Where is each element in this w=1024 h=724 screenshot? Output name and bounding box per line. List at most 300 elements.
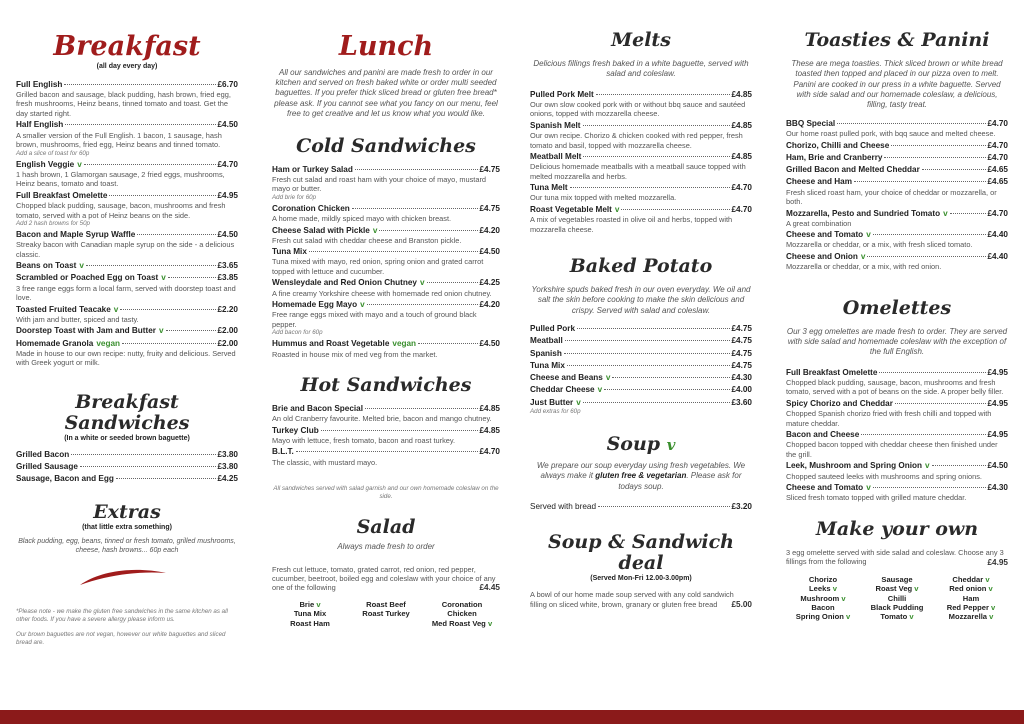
menu-item (16, 305, 238, 315)
menu-item-name (16, 230, 135, 240)
menu-item-name-text: Homemade Egg Mayo (272, 300, 358, 310)
option-cell: Coronation (441, 599, 483, 609)
menu-item (530, 205, 752, 215)
menu-item-description: Mozzarella or cheddar, or a mix, with fresh sliced tomato. (786, 240, 973, 250)
menu-item-price: £4.50 (479, 339, 500, 349)
menu-item (272, 165, 500, 175)
menu-item-name-text: Sausage, Bacon and Egg (16, 474, 114, 484)
soup-title (530, 434, 752, 455)
menu-item-name-text: Cheese Salad with Pickle (272, 225, 370, 235)
option-cell: Leeks v (809, 584, 837, 594)
menu-item-name (786, 368, 877, 378)
vegetarian-mark: v (360, 300, 365, 310)
option-cell: Roast Beef (366, 599, 406, 609)
menu-item-name (272, 226, 377, 236)
dot-leader (612, 377, 729, 378)
dot-leader (418, 343, 477, 344)
menu-item-description: Delicious homemade meatballs with a meatball sauce topped with melted mozzarella and herbs. (530, 162, 746, 181)
dot-leader (120, 309, 215, 310)
menu-item-name (272, 204, 350, 214)
menu-item-price: £4.50 (987, 461, 1008, 471)
dot-leader (583, 156, 729, 157)
potato-extras-note: Add extras for 60p (530, 407, 581, 415)
menu-item-price: £2.00 (217, 326, 238, 336)
menu-item-name-text: Leek, Mushroom and Spring Onion (786, 461, 923, 471)
dot-leader (583, 125, 730, 126)
baked-potato-title: Baked Potato (569, 255, 713, 278)
menu-item-description: 3 free range eggs form a local farm, served with doorstep toast and love. (16, 283, 236, 303)
menu-item-price: £4.50 (217, 120, 238, 130)
menu-item-description: A fine creamy Yorkshire cheese with homemade red onion chutney. (272, 288, 492, 298)
menu-item (272, 247, 500, 257)
menu-item (530, 361, 752, 371)
dot-leader (65, 124, 215, 125)
dot-leader (583, 402, 730, 403)
menu-item-name (786, 141, 889, 151)
menu-item-name (530, 183, 568, 193)
menu-item (16, 339, 238, 349)
option-cell: Tuna Mix (293, 609, 327, 619)
option-cell: Roast Ham (290, 618, 330, 628)
menu-item (786, 368, 1008, 378)
extras-subtitle: (that little extra something) (82, 524, 172, 532)
menu-item-name (530, 90, 594, 100)
menu-item-name-text: Pulled Pork (530, 324, 576, 334)
menu-item-price: £4.95 (217, 190, 238, 200)
menu-item-description: Sliced fresh tomato topped with grilled mature cheddar. (786, 493, 967, 503)
menu-item (530, 398, 752, 408)
dot-leader (365, 408, 477, 409)
dot-leader (355, 169, 478, 170)
menu-item (786, 461, 1008, 471)
menu-item (272, 226, 500, 236)
option-cell: Red onion v (949, 584, 993, 594)
extras-title: Extras (93, 501, 161, 524)
menu-item (530, 183, 752, 193)
salad-subtitle: Always made fresh to order (337, 542, 435, 552)
option-cell: Roast Veg v (875, 584, 919, 594)
menu-item-description: Mayo with lettuce, fresh tomato, bacon and roast turkey. (272, 435, 456, 445)
menu-item-description: Our own recipe. Chorizo & chicken cooked with red pepper, fresh tomato and basil, topped with mozzarella cheese. (530, 131, 743, 150)
menu-item (530, 349, 752, 359)
vegetarian-mark: v (79, 261, 84, 271)
menu-item-name (530, 336, 563, 346)
vegetarian-mark: v (576, 397, 581, 407)
option-cell: Chorizo (808, 574, 838, 584)
menu-item-description: Chopped bacon topped with cheddar cheese then finished under the grill. (786, 440, 998, 459)
menu-item (786, 153, 1008, 163)
menu-item-name (530, 385, 602, 395)
menu-item-name-text: Cheese and Beans (530, 373, 603, 383)
dot-leader (567, 365, 730, 366)
menu-item-name-text: Full English (16, 79, 63, 89)
soup-item (530, 502, 752, 512)
menu-item (530, 385, 752, 395)
vegetarian-mark: v (614, 204, 620, 214)
menu-item (530, 90, 752, 100)
lunch-title: Lunch (338, 31, 434, 62)
menu-item-note: Add 2 hash browns for 50p (16, 219, 90, 227)
menu-item-price: £4.75 (731, 324, 752, 334)
menu-item-price: £2.00 (217, 338, 238, 348)
make-your-own-description: 3 egg omelette served with side salad and coleslaw. Choose any 3 fillings from the following (786, 547, 1004, 567)
menu-item-description: A home made, mildly spiced mayo with chicken breast. (272, 214, 452, 224)
menu-item-name (16, 273, 166, 283)
breakfast-subtitle: (all day every day) (96, 62, 158, 70)
column-melts (530, 0, 752, 706)
omelettes-title: Omelettes (842, 296, 952, 319)
menu-item-name (272, 404, 363, 414)
menu-item-name (16, 160, 82, 170)
vegetarian-mark: v (161, 273, 166, 283)
menu-item-name (272, 447, 294, 457)
menu-item-description: Our home roast pulled pork, with bqq sauce and melted cheese. (786, 129, 996, 139)
menu-item (530, 121, 752, 131)
menu-item-name-text: Roast Vegetable Melt (530, 204, 612, 214)
menu-item (786, 177, 1008, 187)
menu-item-description: Streaky bacon with Canadian maple syrup on the side - a delicious classic. (16, 240, 235, 259)
dot-leader (604, 389, 729, 390)
vegetarian-mark: v (419, 278, 425, 288)
make-your-own-title: Make your own (815, 517, 979, 540)
menu-item (16, 450, 238, 460)
dot-leader (565, 340, 730, 341)
menu-item-name-text: Tuna Melt (530, 183, 568, 193)
salad-price: £4.45 (479, 582, 500, 592)
breakfast-sandwiches-list (16, 450, 238, 485)
menu-item (16, 326, 238, 336)
dot-leader (64, 84, 215, 85)
hot-sandwiches-list (272, 404, 500, 467)
menu-item-price: £4.70 (217, 159, 238, 169)
dot-leader (867, 256, 985, 257)
menu-item-price: £4.75 (731, 348, 752, 358)
extras-description: Black pudding, egg, beans, tinned or fresh tomato, grilled mushrooms, cheese, hash browns... 60p each (18, 538, 236, 555)
menu-item-price: £4.70 (731, 183, 752, 193)
menu-item-price: £2.20 (217, 304, 238, 314)
vegetarian-mark: v (925, 461, 930, 471)
dot-leader (577, 328, 729, 329)
melts-intro: Delicious fillings fresh baked in a white baguette, served with salad and coleslaw. (533, 58, 749, 79)
menu-item-price: £3.80 (217, 461, 238, 471)
menu-item-price: £6.70 (217, 79, 238, 89)
soup-intro (530, 461, 752, 492)
menu-item-description: Made in house to our own recipe: nutty, fruity and delicious. Served with Greek yogurt or milk. (16, 348, 236, 368)
dot-leader (879, 372, 985, 373)
breakfast-sandwiches-subtitle: (In a white or seeded brown baguette) (64, 434, 190, 442)
vegetarian-mark: v (860, 251, 866, 261)
menu-item-name-text: Chorizo, Chilli and Cheese (786, 140, 890, 150)
menu-item (786, 230, 1008, 240)
menu-item (786, 209, 1008, 219)
vegetarian-mark: v (943, 208, 948, 218)
menu-item-price: £4.95 (987, 367, 1008, 377)
menu-item-name (786, 119, 835, 129)
menu-item-price: £4.70 (987, 118, 1008, 128)
vegetarian-mark: v (988, 584, 993, 594)
menu-item-price: £4.30 (987, 483, 1008, 492)
vegetarian-mark: v (158, 326, 164, 336)
menu-item-name (16, 305, 118, 315)
option-cell: Med Roast Veg v (431, 618, 493, 628)
dot-leader (837, 123, 985, 124)
menu-item-description: Fresh cut salad and roast ham with your choice of mayo, mustard mayo or butter. (272, 174, 487, 194)
menu-item-price: £4.85 (479, 425, 500, 435)
option-cell: Black Pudding (870, 603, 924, 612)
menu-item-name (786, 430, 859, 440)
menu-item-description: Tuna mixed with mayo, red onion, spring onion and grated carrot topped with lettuce and cucumber. (272, 257, 484, 276)
menu-item-price: £4.65 (987, 177, 1008, 187)
menu-item-price: £4.75 (731, 336, 752, 346)
menu-item-name-text: Cheese and Ham (786, 177, 852, 187)
menu-item-name-text: Spanish Melt (530, 120, 581, 130)
menu-item-name (786, 461, 930, 471)
menu-item-name (16, 339, 120, 349)
menu-item-description: Grilled bacon and sausage, black pudding, hash brown, fried egg, fresh mushrooms, Heinz beans, tinned tomato and toast. Get the day started right. (16, 89, 231, 118)
lunch-intro: All our sandwiches and panini are made fresh to order in our kitchen and served on fresh baked white or order multi seeded baguettes. If you prefer thick sliced bread or gluten free bread* please ask. If you cannot see what you fancy on our menu, feel free to get creative and let us know what you would like. (274, 67, 498, 119)
vegetarian-mark: v (866, 483, 871, 492)
menu-item (786, 483, 1008, 493)
menu-item-price: £4.50 (217, 230, 238, 240)
menu-item-name-text: Ham, Brie and Cranberry (786, 152, 883, 162)
menu-item (16, 462, 238, 472)
menu-item-description: 1 hash brown, 1 Glamorgan sausage, 2 fried eggs, mushrooms, Heinz beans, tomato and toast. (16, 169, 225, 189)
menu-item-name (272, 247, 307, 257)
menu-item-price: £4.85 (731, 120, 752, 130)
menu-item-price: £4.95 (987, 398, 1008, 408)
menu-item-name-text: Wensleydale and Red Onion Chutney (272, 278, 417, 288)
omelettes-intro: Our 3 egg omelettes are made fresh to order. They are served with side salad and homemade coleslaw with the exception of the full English. (786, 326, 1008, 357)
menu-item (530, 152, 752, 162)
menu-item-name (530, 152, 581, 162)
menu-item-name-text: Bacon and Maple Syrup Waffle (16, 230, 136, 240)
option-cell: Mushroom v (800, 593, 846, 603)
menu-item-description: Our tuna mix topped with melted mozzarella. (530, 193, 677, 203)
soup-item-price: £3.20 (731, 502, 752, 512)
make-your-own-fillings (786, 575, 1008, 622)
toasties-intro: These are mega toasties. Thick sliced brown or white bread toasted then topped and placed in our pizza oven to melt. Panini are cooked in our press in a white baguette. Served with side salad and our homemade coleslaw, a delicious, filling, tasty treat. (791, 58, 1003, 110)
menu-item (272, 426, 500, 436)
menu-item-name (786, 165, 920, 175)
menu-item-price: £4.40 (987, 251, 1008, 261)
menu-item-name-text: Doorstep Toast with Jam and Butter (16, 326, 156, 336)
menu-item-name (16, 80, 62, 90)
menu-item-price: £4.20 (479, 225, 500, 235)
menu-item (272, 204, 500, 214)
menu-item (16, 474, 238, 484)
cold-sandwiches-title: Cold Sandwiches (296, 134, 476, 157)
menu-item-price: £4.40 (987, 230, 1008, 240)
sandwich-garnish-note: All sandwiches served with salad garnish and our own homemade coleslaw on the side. (273, 485, 499, 501)
option-cell (348, 619, 424, 628)
vegetarian-mark: v (985, 574, 990, 584)
cold-sandwiches-list (272, 165, 500, 360)
salad-description: Fresh cut lettuce, tomato, grated carrot, red onion, red pepper, cucumber, beetroot, boiled egg and coleslaw with your choice of any one of the following (272, 564, 496, 593)
column-breakfast (16, 0, 238, 706)
menu-item-name-text: Ham or Turkey Salad (272, 164, 353, 174)
menu-item-name-text: Bacon and Cheese (786, 430, 860, 440)
option-cell: Cheddar v (952, 574, 990, 584)
dot-leader (379, 230, 477, 231)
menu-item-name (272, 165, 353, 175)
menu-item-name-text: Hummus and Roast Vegetable (272, 339, 390, 349)
dot-leader (621, 209, 729, 210)
menu-item (786, 399, 1008, 409)
dot-leader (854, 181, 986, 182)
option-cell: Spring Onion v (795, 612, 851, 622)
menu-item (16, 160, 238, 170)
menu-item-name (530, 121, 581, 131)
menu-item-description: The classic, with mustard mayo. (272, 457, 378, 467)
vegetarian-mark: v (113, 304, 119, 314)
menu-item (16, 261, 238, 271)
menu-item-name (786, 252, 865, 262)
dot-leader (352, 208, 478, 209)
menu-item-name-text: Meatball Melt (530, 152, 582, 162)
menu-item-name-text: Mozzarella, Pesto and Sundried Tomato (786, 208, 941, 218)
menu-item-description: Free range eggs mixed with mayo and a touch of ground black pepper. (272, 310, 477, 329)
melts-list (530, 90, 752, 234)
dot-leader (564, 353, 730, 354)
menu-item (530, 373, 752, 383)
menu-item-price: £4.70 (731, 204, 752, 214)
menu-item-name-text: Homemade Granola (16, 338, 94, 348)
soup-item-name: Served with bread (530, 502, 596, 512)
menu-item-name-text: Scrambled or Poached Egg on Toast (16, 273, 159, 283)
menu-item-name-text: Cheddar Cheese (530, 385, 595, 395)
menu-item-price: £3.85 (217, 273, 238, 283)
baked-potato-list (530, 324, 752, 408)
option-cell: Chicken (447, 609, 477, 619)
soup-intro-bold: gluten free & vegetarian (595, 471, 687, 481)
menu-item-price: £4.95 (987, 430, 1008, 440)
menu-item-description: Chopped black pudding, sausage, bacon, mushrooms and fresh tomato, served with a pot of beans on the side. A proper belly filler. (786, 377, 1004, 397)
vegetarian-mark: v (605, 373, 611, 383)
menu-item (272, 447, 500, 457)
dot-leader (80, 466, 216, 467)
menu-item-price: £3.60 (731, 397, 752, 407)
menu-item-note: Add a slice of toast for 60p (16, 149, 90, 157)
menu-item-name (272, 278, 425, 288)
menu-item-name (272, 426, 319, 436)
menu-item-name (530, 205, 619, 215)
menu-item-name (16, 120, 63, 130)
soup-intro-post: . Please ask for todays soup. (618, 471, 742, 491)
vegan-mark: vegan (392, 339, 417, 349)
menu-item-name-text: Beans on Toast (16, 261, 77, 271)
menu-item-name (786, 230, 871, 240)
menu-item-name-text: Toasted Fruited Teacake (16, 304, 111, 314)
menu-item-description: Chopped black pudding, sausage, bacon, mushrooms and fresh tomato, served with a pot of Heinz beans on the side. (16, 201, 226, 220)
menu-item-price: £4.25 (217, 474, 238, 484)
vegetarian-mark: v (989, 612, 994, 622)
dot-leader (321, 430, 478, 431)
menu-item-description: Fresh cut salad with cheddar cheese and Branston pickle. (272, 235, 462, 245)
menu-item-description: A smaller version of the Full English. 1 bacon, 1 sausage, hash brown, mushrooms, fried egg, Heinz beans and tinned tomato. (16, 130, 222, 150)
menu-item-description: Fresh sliced roast ham, your choice of cheddar or mozzarella, or both. (786, 187, 997, 207)
option-cell: Brie v (299, 599, 321, 609)
menu-item-name-text: B.L.T. (272, 447, 294, 457)
menu-item-description: Roasted in house mix of med veg from the market. (272, 349, 438, 359)
menu-item-name-text: BBQ Special (786, 118, 836, 128)
menu-item-price: £4.75 (731, 360, 752, 370)
menu-item-name (272, 300, 365, 310)
dot-leader (570, 187, 730, 188)
menu-item-name (786, 483, 871, 493)
menu-item-price: £4.70 (987, 152, 1008, 162)
menu-item-price: £4.50 (479, 247, 500, 257)
menu-item-name (530, 361, 565, 371)
swoosh-decoration (78, 565, 168, 589)
toasties-title: Toasties & Panini (804, 29, 990, 51)
menu-item-name-text: Coronation Chicken (272, 203, 350, 213)
toasties-list (786, 119, 1008, 272)
menu-item-price: £4.00 (731, 385, 752, 395)
omelettes-list (786, 368, 1008, 503)
menu-item (530, 324, 752, 334)
column-lunch (272, 0, 500, 706)
dot-leader (166, 330, 216, 331)
option-cell: Mozzarella v (948, 612, 994, 622)
menu-item (272, 300, 500, 310)
menu-item-description: A mix of vegetables roasted in olive oil and herbs, topped with mozzarella cheese. (530, 215, 733, 234)
menu-item (16, 230, 238, 240)
option-cell: Bacon (811, 603, 835, 612)
menu-item-name (786, 177, 852, 187)
dot-leader (86, 265, 216, 266)
soup-intro-pre: We prepare our soup everyday using fresh vegetables. We always make it (536, 460, 746, 481)
menu-item-name (530, 373, 610, 383)
menu-item-description: With jam and butter, spiced and tasty. (16, 314, 139, 324)
dot-leader (168, 277, 216, 278)
option-cell: Roast Turkey (362, 609, 410, 619)
salad-title: Salad (356, 516, 416, 539)
vegetarian-mark: v (991, 603, 996, 612)
menu-item-name-text: Pulled Pork Melt (530, 89, 594, 99)
menu-item-description: Chopped Spanish chorizo fried with fresh chilli and topped with mature cheddar. (786, 409, 992, 428)
column-toasties (786, 0, 1008, 706)
menu-item (786, 141, 1008, 151)
menu-item-price: £3.80 (217, 449, 238, 459)
vegetarian-mark: v (845, 612, 851, 622)
dot-leader (891, 145, 985, 146)
vegetarian-mark: v (372, 225, 378, 235)
breakfast-sandwiches-title: Breakfast Sandwiches (64, 390, 190, 434)
menu-item-name-text: Full Breakfast Omelette (786, 367, 878, 377)
breakfast-list (16, 80, 238, 368)
menu-item (16, 273, 238, 283)
soup-deal-price: £5.00 (731, 600, 752, 610)
menu-item-name (530, 349, 562, 359)
menu-item-name-text: Cheese and Onion (786, 251, 858, 261)
menu-item-price: £4.65 (987, 165, 1008, 175)
bottom-bar (0, 710, 1024, 724)
dot-leader (861, 434, 985, 435)
menu-item-name (16, 450, 69, 460)
dot-leader (873, 234, 986, 235)
menu-item-name-text: Spicy Chorizo and Cheddar (786, 398, 893, 408)
dot-leader (296, 451, 478, 452)
vegetarian-mark: v (316, 599, 321, 609)
menu-item-price: £4.85 (479, 403, 500, 413)
menu-item-price: £3.65 (217, 261, 238, 271)
vegetarian-mark: v (487, 618, 493, 628)
dot-leader (71, 454, 215, 455)
gluten-free-note: *Please note - we make the gluten free sandwiches in the same kitchen as all other foods. If you have a severe allergy please inform us. (16, 608, 228, 624)
dot-leader (137, 234, 215, 235)
menu-item (272, 278, 500, 288)
option-cell: Red Pepper v (946, 603, 996, 612)
